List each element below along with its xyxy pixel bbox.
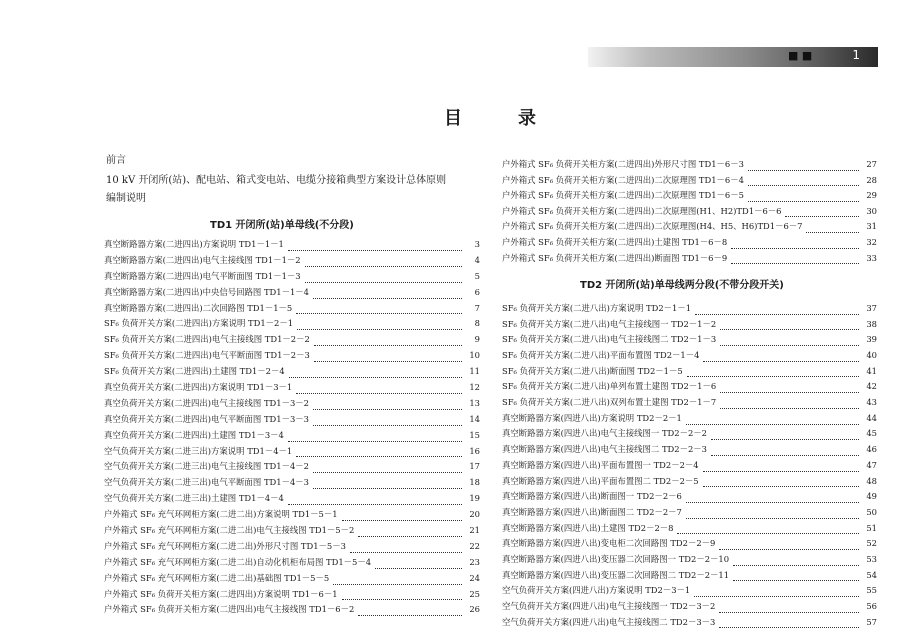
toc-entry-title: 真空断路器方案(二进四出)二次回路图 TD1－1－5 [104,302,293,313]
toc-entry[interactable] [502,188,877,204]
toc-entry-page: 41 [866,365,877,376]
toc-entry-title: 真空负荷开关方案(二进四出)土建图 TD1－3－4 [104,429,284,440]
toc-entry-title: 真空断路器方案(四进八出)断面图二 TD2－2－7 [502,506,682,517]
toc-entry-title: 真空断路器方案(四进八出)变压器二次回路图一 TD2－2－10 [502,553,730,564]
toc-entry-title: SF₆ 负荷开关方案(二进八出)电气主接线图一 TD2－1－2 [502,318,717,329]
toc-entry[interactable] [104,332,480,348]
toc-dot-leader [296,312,462,314]
toc-right-column-td2 [502,301,877,630]
toc-dot-leader [719,548,859,550]
toc-dot-leader [375,567,462,569]
toc-entry-title: 空气负荷开关方案(二进三出)土建图 TD1－4－4 [104,493,284,504]
toc-entry[interactable] [502,521,877,537]
toc-entry[interactable] [104,380,480,396]
toc-entry[interactable] [502,411,877,427]
toc-entry[interactable] [502,173,877,189]
toc-entry-title: 空气负荷开关方案(二进三出)电气平断面图 TD1－4－3 [104,477,309,488]
toc-entry-title: SF₆ 负荷开关方案(二进四出)电气主接线图 TD1－2－2 [104,334,310,345]
toc-entry-title: SF₆ 负荷开关方案(二进四出)土建图 TD1－2－4 [104,366,285,377]
toc-entry[interactable] [104,539,480,555]
toc-entry[interactable] [502,568,877,584]
toc-dot-leader [711,454,859,456]
title-char-1: 目 [444,108,462,129]
toc-entry-page: 52 [866,538,877,549]
toc-dot-leader [785,215,859,217]
section-heading-td1: TD1 开闭所(站)单母线(不分段) [210,220,354,231]
toc-entry-title: 空气负荷开关方案(四进八出)电气主接线图二 TD2－3－3 [502,616,716,627]
toc-entry-title: 户外箱式 SF₆ 负荷开关柜方案(二进四出)二次原理图 TD1－6－4 [502,174,744,185]
toc-entry-title: 空气负荷开关方案(四进八出)电气主接线图一 TD2－3－2 [502,601,716,612]
toc-entry-page: 31 [866,221,877,232]
toc-entry[interactable] [104,428,480,444]
toc-entry[interactable] [502,317,877,333]
toc-dot-leader [720,407,859,409]
toc-entry[interactable] [502,235,877,251]
toc-dot-leader [733,579,859,581]
toc-dot-leader [703,470,859,472]
toc-entry[interactable] [104,348,480,364]
toc-entry-page: 47 [866,459,877,470]
toc-dot-leader [288,503,462,505]
toc-entry-page: 24 [469,572,480,583]
toc-entry[interactable] [104,253,480,269]
toc-entry-page: 30 [866,205,877,216]
toc-dot-leader [694,595,859,597]
toc-entry[interactable] [104,523,480,539]
toc-entry-title: SF₆ 负荷开关方案(二进八出)电气主接线图二 TD2－1－3 [502,334,717,345]
toc-dot-leader [313,408,462,410]
toc-dot-leader [677,532,859,534]
toc-entry[interactable] [502,489,877,505]
front-matter-notes[interactable]: 编制说明 [106,193,146,204]
toc-entry-title: 真空断路器方案(四进八出)方案说明 TD2－2－1 [502,412,682,423]
toc-dot-leader [748,169,859,171]
toc-entry-page: 39 [866,334,877,345]
front-matter-preface[interactable]: 前言 [106,155,126,166]
toc-dot-leader [288,249,462,251]
toc-dot-leader [731,262,859,264]
toc-dot-leader [748,184,859,186]
toc-dot-leader [806,231,859,233]
toc-entry[interactable] [104,364,480,380]
toc-entry-page: 12 [469,382,480,392]
toc-entry-page: 6 [474,286,480,297]
toc-entry[interactable] [104,507,480,523]
toc-dot-leader [686,501,859,503]
toc-dot-leader [731,247,859,249]
toc-entry-page: 50 [866,506,877,517]
toc-entry-title: 真空断路器方案(四进八出)变压器二次回路图二 TD2－2－11 [502,569,730,580]
toc-entry-title: 真空断路器方案(二进四出)电气平断面图 TD1－1－3 [104,270,301,281]
toc-entry[interactable] [104,412,480,428]
toc-dot-leader [720,328,859,330]
toc-entry[interactable] [104,237,480,253]
toc-entry-page: 8 [474,318,480,329]
toc-dot-leader [297,328,462,330]
header-marks: ■ ■ [788,49,813,62]
toc-left-column [104,237,480,618]
toc-entry[interactable] [502,583,877,599]
toc-dot-leader [720,344,859,346]
toc-dot-leader [314,360,462,362]
toc-entry-page: 15 [469,429,480,440]
toc-entry-title: 真空断路器方案(四进八出)电气主接线图二 TD2－2－3 [502,444,707,455]
toc-entry[interactable] [502,157,877,173]
toc-dot-leader [703,360,859,362]
toc-entry-page: 14 [469,413,480,424]
toc-entry-page: 5 [474,270,480,281]
header-page-number: 1 [852,48,860,62]
toc-entry-title: 户外箱式 SF₆ 充气环网柜方案(二进二出)方案说明 TD1－5－1 [104,509,338,520]
toc-entry-title: 户外箱式 SF₆ 充气环网柜方案(二进二出)基础图 TD1－5－5 [104,572,330,583]
toc-entry-title: SF₆ 负荷开关方案(二进四出)方案说明 TD1－2－1 [104,318,294,329]
toc-entry[interactable] [502,458,877,474]
toc-entry-page: 57 [866,616,877,627]
toc-entry-page: 51 [866,522,877,533]
toc-dot-leader [296,392,462,394]
toc-entry-title: 真空负荷开关方案(二进四出)方案说明 TD1－3－1 [104,382,293,392]
toc-entry-title: SF₆ 负荷开关方案(二进四出)电气平断面图 TD1－2－3 [104,350,310,361]
toc-entry-title: 真空断路器方案(四进八出)土建图 TD2－2－8 [502,522,674,533]
toc-entry[interactable] [104,444,480,460]
toc-entry-page: 37 [866,302,877,313]
toc-entry-page: 42 [866,381,877,392]
toc-entry-page: 25 [469,588,480,599]
toc-dot-leader [305,281,462,283]
toc-dot-leader [313,424,462,426]
toc-dot-leader [358,614,462,616]
toc-entry[interactable] [104,459,480,475]
toc-dot-leader [711,438,859,440]
toc-dot-leader [686,423,859,425]
toc-dot-leader [289,376,462,378]
toc-entry[interactable] [502,442,877,458]
toc-entry[interactable] [104,491,480,507]
toc-entry-title: 空气负荷开关方案(四进八出)方案说明 TD2－3－1 [502,585,691,596]
toc-dot-leader [686,517,859,519]
toc-entry-page: 27 [866,159,877,169]
toc-right-column-td1 [502,157,877,266]
toc-entry[interactable] [104,285,480,301]
toc-entry-title: 户外箱式 SF₆ 负荷开关柜方案(二进四出)外形尺寸图 TD1－6－3 [502,159,744,169]
toc-entry-title: 真空断路器方案(四进八出)平面布置图二 TD2－2－5 [502,475,699,486]
toc-entry-title: 真空负荷开关方案(二进四出)电气主接线图 TD1－3－2 [104,397,309,408]
toc-entry-title: SF₆ 负荷开关方案(二进八出)单列布置土建图 TD2－1－6 [502,381,717,392]
toc-entry-page: 44 [866,412,877,423]
page-title [440,104,560,130]
toc-entry[interactable] [104,602,480,618]
toc-entry-page: 21 [469,525,480,536]
toc-entry-page: 19 [469,493,480,504]
front-matter-principles[interactable]: 10 kV 开闭所(站)、配电站、箱式变电站、电缆分接箱典型方案设计总体原则 [106,175,447,186]
toc-dot-leader [296,455,462,457]
toc-entry-title: 户外箱式 SF₆ 充气环网柜方案(二进二出)外形尺寸图 TD1－5－3 [104,540,346,551]
toc-entry-title: 真空断路器方案(二进四出)方案说明 TD1－1－1 [104,238,284,249]
toc-dot-leader [719,626,859,628]
toc-dot-leader [313,471,462,473]
toc-entry[interactable] [502,599,877,615]
toc-entry-title: 空气负荷开关方案(二进三出)电气主接线图 TD1－4－2 [104,461,309,472]
toc-entry[interactable] [502,474,877,490]
toc-entry-page: 29 [866,190,877,201]
toc-entry-title: 户外箱式 SF₆ 负荷开关柜方案(二进四出)方案说明 TD1－6－1 [104,588,338,599]
toc-dot-leader [288,440,462,442]
toc-entry-title: 户外箱式 SF₆ 充气环网柜方案(二进二出)电气主接线图 TD1－5－2 [104,525,355,536]
toc-entry-page: 7 [474,302,480,313]
toc-entry[interactable] [104,316,480,332]
toc-entry-page: 28 [866,174,877,185]
toc-entry[interactable] [104,555,480,571]
toc-entry-page: 54 [866,569,877,580]
toc-entry[interactable] [502,379,877,395]
toc-entry-title: SF₆ 负荷开关方案(二进八出)双列布置土建图 TD2－1－7 [502,397,717,408]
toc-entry-page: 43 [866,397,877,408]
toc-dot-leader [350,551,462,553]
toc-entry[interactable] [502,615,877,631]
toc-entry[interactable] [104,587,480,603]
toc-entry-page: 55 [866,585,877,596]
toc-entry-title: 户外箱式 SF₆ 负荷开关柜方案(二进四出)断面图 TD1－6－9 [502,252,728,263]
toc-entry-page: 45 [866,428,877,439]
toc-entry[interactable] [104,269,480,285]
toc-entry-title: 空气负荷开关方案(二进三出)方案说明 TD1－4－1 [104,445,293,456]
toc-entry[interactable] [502,364,877,380]
toc-entry-title: 真空断路器方案(四进八出)断面图一 TD2－2－6 [502,491,682,502]
toc-entry-title: 户外箱式 SF₆ 负荷开关柜方案(二进四出)土建图 TD1－6－8 [502,236,728,247]
toc-entry-page: 32 [866,236,877,247]
toc-entry-page: 18 [469,477,480,488]
toc-entry[interactable] [104,475,480,491]
toc-entry[interactable] [502,219,877,235]
page-header-bar [588,47,878,67]
toc-entry-page: 10 [469,350,480,361]
toc-dot-leader [733,564,859,566]
toc-entry-title: 真空断路器方案(二进四出)中央信号回路图 TD1－1－4 [104,286,309,297]
toc-entry[interactable] [502,348,877,364]
toc-entry-title: 真空断路器方案(四进八出)变电柜二次回路图 TD2－2－9 [502,538,716,549]
toc-entry-page: 48 [866,475,877,486]
toc-dot-leader [695,313,859,315]
toc-dot-leader [314,344,462,346]
toc-entry-title: 户外箱式 SF₆ 负荷开关柜方案(二进四出)二次原理图(H4、H5、H6)TD1－6－7 [502,221,803,232]
toc-entry-page: 13 [469,397,480,408]
toc-entry-title: SF₆ 负荷开关方案(二进八出)平面布置图 TD2－1－4 [502,350,700,361]
toc-dot-leader [687,375,859,377]
toc-dot-leader [305,265,462,267]
toc-entry-title: 户外箱式 SF₆ 负荷开关柜方案(二进四出)二次原理图 TD1－6－5 [502,190,744,201]
toc-dot-leader [342,519,462,521]
toc-entry-title: 户外箱式 SF₆ 充气环网柜方案(二进二出)自动化机柜布局图 TD1－5－4 [104,556,372,567]
toc-dot-leader [358,535,462,537]
toc-entry[interactable] [104,301,480,317]
toc-entry[interactable] [502,395,877,411]
toc-entry[interactable] [104,571,480,587]
toc-dot-leader [720,391,859,393]
toc-entry-page: 22 [469,540,480,551]
toc-dot-leader [703,485,859,487]
toc-entry-page: 56 [866,601,877,612]
toc-entry-title: 真空负荷开关方案(二进四出)电气平断面图 TD1－3－3 [104,413,309,424]
toc-entry-page: 17 [469,461,480,472]
toc-entry-page: 46 [866,444,877,455]
toc-entry-title: 户外箱式 SF₆ 负荷开关柜方案(二进四出)电气主接线图 TD1－6－2 [104,604,355,615]
toc-dot-leader [748,200,859,202]
toc-entry[interactable] [502,332,877,348]
toc-entry-page: 11 [469,366,480,377]
toc-entry-page: 38 [866,318,877,329]
toc-entry-title: 真空断路器方案(四进八出)电气主接线图一 TD2－2－2 [502,428,707,439]
toc-entry-page: 33 [866,252,877,263]
toc-entry[interactable] [502,536,877,552]
toc-entry[interactable] [104,396,480,412]
toc-entry[interactable] [502,505,877,521]
toc-entry[interactable] [502,552,877,568]
toc-entry-title: SF₆ 负荷开关方案(二进八出)方案说明 TD2－1－1 [502,302,692,313]
title-char-2: 录 [518,108,536,129]
toc-dot-leader [342,598,462,600]
toc-entry-page: 4 [474,254,480,265]
toc-entry-page: 26 [469,604,480,615]
toc-entry-page: 9 [474,334,480,345]
toc-dot-leader [719,611,859,613]
toc-entry-page: 23 [469,556,480,567]
toc-entry-title: 真空断路器方案(四进八出)平面布置图一 TD2－2－4 [502,459,699,470]
toc-entry-page: 40 [866,350,877,361]
toc-entry[interactable] [502,427,877,443]
toc-entry-page: 3 [474,238,480,249]
toc-entry-page: 49 [866,491,877,502]
toc-dot-leader [313,297,462,299]
toc-entry[interactable] [502,251,877,267]
toc-entry-title: 真空断路器方案(二进四出)电气主接线图 TD1－1－2 [104,254,301,265]
toc-dot-leader [333,583,462,585]
toc-dot-leader [313,487,462,489]
toc-entry-title: SF₆ 负荷开关方案(二进八出)断面图 TD2－1－5 [502,365,683,376]
toc-entry-page: 20 [469,509,480,520]
section-heading-td2: TD2 开闭所(站)单母线两分段(不带分段开关) [580,280,784,291]
toc-entry[interactable] [502,301,877,317]
toc-entry-title: 户外箱式 SF₆ 负荷开关柜方案(二进四出)二次原理图(H1、H2)TD1－6－6 [502,205,782,216]
toc-entry-page: 53 [866,553,877,564]
toc-entry[interactable] [502,204,877,220]
toc-entry-page: 16 [469,445,480,456]
